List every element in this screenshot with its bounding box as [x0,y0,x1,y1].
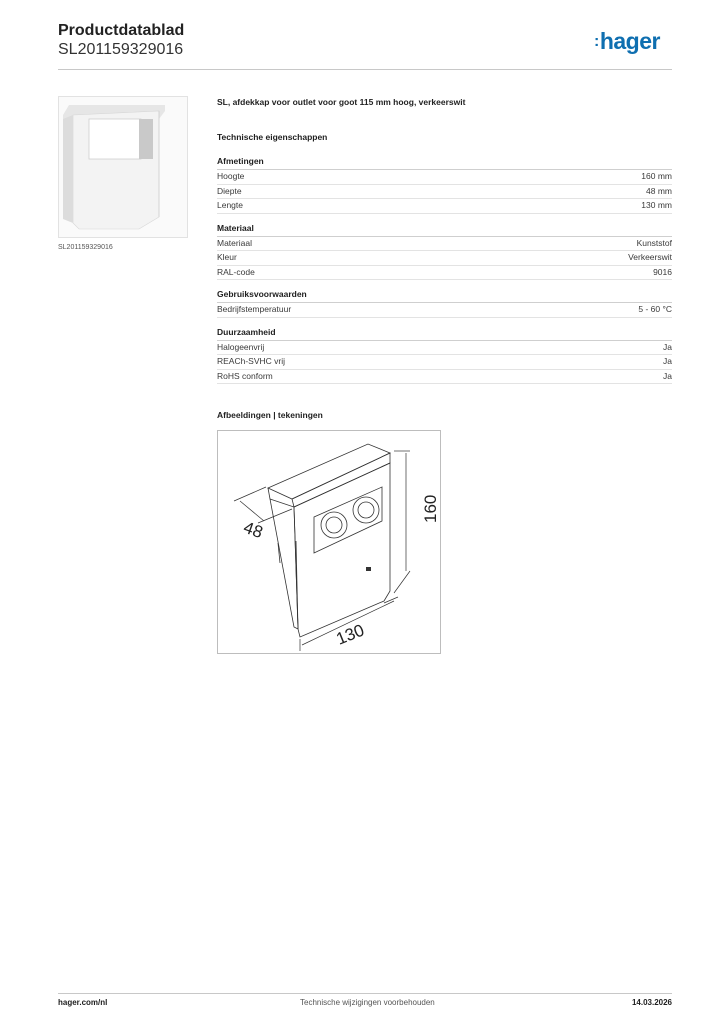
property-label: RAL-code [217,266,255,277]
page-title: Productdatablad [58,22,185,39]
property-row [217,185,672,200]
property-label: Halogeenvrij [217,341,265,352]
group-title: Duurzaamheid [217,327,672,341]
property-value: Ja [663,370,672,381]
property-value: 48 mm [646,185,672,196]
property-value: 160 mm [641,171,672,181]
property-label: Materiaal [217,237,252,248]
product-code: SL201159329016 [58,41,184,58]
property-label: Bedrijfstemperatuur [217,304,292,314]
footer-disclaimer: Technische wijzigingen voorbehouden [300,998,435,1007]
property-row [217,170,672,185]
property-label: Hoogte [217,171,245,181]
property-row [217,199,672,214]
cover-drawing-icon [218,431,440,653]
dimension-length-label: 130 [333,620,367,649]
property-value: Ja [663,356,672,366]
product-thumbnail [58,96,188,238]
header-divider [58,69,672,70]
dimension-height-label: 160 [421,494,440,523]
property-value: 9016 [653,266,672,277]
property-row [217,303,672,318]
footer-divider [58,993,672,994]
group-gebruiksvoorwaarden [217,289,672,318]
logo-text: hager [599,28,660,54]
footer-website: hager.com/nl [58,998,108,1007]
property-value: 5 - 60 °C [638,304,672,314]
footer-date: 14.03.2026 [631,998,672,1007]
property-label: REACh-SVHC vrij [217,356,286,366]
dimension-depth-label: 48 [241,517,266,543]
group-title: Materiaal [217,223,672,237]
group-afmetingen [217,156,672,214]
product-title: SL, afdekkap voor outlet voor goot 115 mm hoog, verkeerswit [217,97,466,107]
property-value: Kunststof [636,237,672,248]
hager-logo [594,28,660,55]
thumbnail-caption: SL201159329016 [58,244,113,251]
product-photo-icon [59,97,187,237]
group-title: Afmetingen [217,156,672,170]
properties-section [217,132,672,393]
property-row [217,237,672,252]
group-materiaal [217,223,672,281]
property-label: Kleur [217,252,237,262]
property-label: Lengte [217,200,243,210]
property-row [217,341,672,356]
group-title: Gebruiksvoorwaarden [217,289,672,303]
property-row [217,251,672,266]
property-label: RoHS conform [217,370,273,381]
logo-dots-icon: : [594,33,599,50]
property-value: Verkeerswit [628,252,672,262]
property-row [217,370,672,385]
property-label: Diepte [217,185,242,196]
drawings-heading: Afbeeldingen | tekeningen [217,410,323,420]
technical-drawing [217,430,441,654]
property-row [217,266,672,281]
properties-heading: Technische eigenschappen [217,132,328,142]
property-row [217,355,672,370]
group-duurzaamheid [217,327,672,385]
property-value: 130 mm [641,200,672,210]
logo-mark-icon [366,567,371,571]
property-value: Ja [663,341,672,352]
